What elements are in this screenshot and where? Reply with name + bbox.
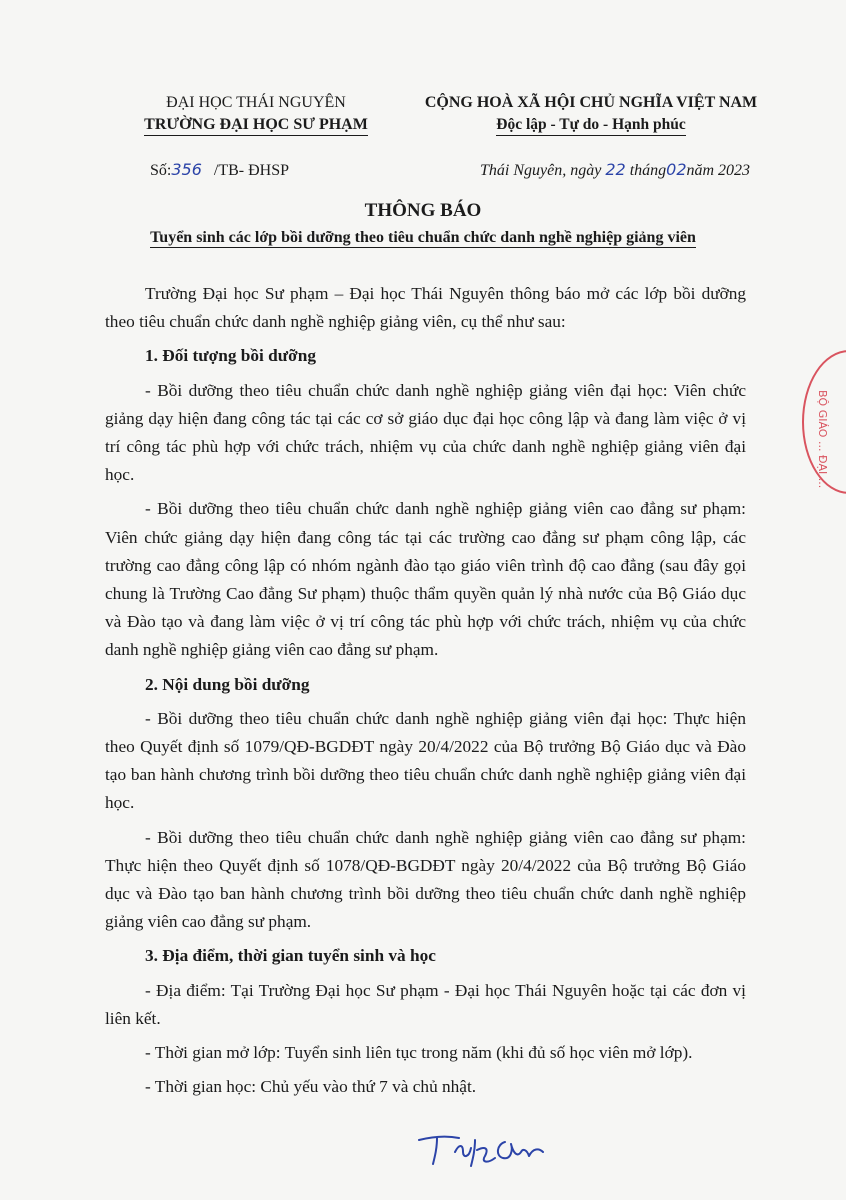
document-number: Số:356 /TB- ĐHSP (150, 160, 290, 179)
issuer-header (112, 92, 400, 136)
section-heading: 1. Đối tượng bồi dưỡng (145, 346, 316, 366)
paragraph: - Thời gian mở lớp: Tuyển sinh liên tục trong năm (khi đủ số học viên mở lớp). (145, 1043, 693, 1063)
national-header (402, 92, 780, 136)
paragraph: - Bồi dưỡng theo tiêu chuẩn chức danh nghề nghiệp giảng viên cao đẳng sư phạm: Thực hiện theo Quyết định số 1078/QĐ-BGDĐT ngày 20/4/2022 của Bộ trưởng Bộ Giáo dục và Đào tạo ban hành chương trình bồi dưỡng theo tiêu chuẩn chức danh nghề nghiệp giảng viên cao đẳng sư phạm. (105, 827, 746, 932)
paragraph: - Bồi dưỡng theo tiêu chuẩn chức danh nghề nghiệp giảng viên đại học: Thực hiện theo Quyết định số 1079/QĐ-BGDĐT ngày 20/4/2022 của Bộ trưởng Bộ Giáo dục và Đào tạo ban hành chương trình bồi dưỡng theo tiêu chuẩn chức danh nghề nghiệp giảng viên đại học. (105, 708, 746, 813)
handwritten-number: 356 (171, 160, 202, 179)
paragraph: - Địa điểm: Tại Trường Đại học Sư phạm - Đại học Thái Nguyên hoặc tại các đơn vị liên kết. (105, 980, 746, 1028)
country-name: CỘNG HOÀ XÃ HỘI CHỦ NGHĨA VIỆT NAM (424, 94, 758, 111)
section-heading: 3. Địa điểm, thời gian tuyển sinh và học (145, 946, 436, 966)
document-title: THÔNG BÁO (364, 200, 482, 221)
handwritten-signature (415, 1130, 555, 1170)
paragraph: - Bồi dưỡng theo tiêu chuẩn chức danh nghề nghiệp giảng viên cao đẳng sư phạm: Viên chức giảng dạy hiện đang công tác tại các trường cao đẳng sư phạm công lập, các trường cao đẳng công lập có nhóm ngành đào tạo giáo viên trình độ cao đẳng (sau đây gọi chung là Trường Cao đẳng Sư phạm) thuộc thẩm quyền quản lý nhà nước của Bộ Giáo dục và Đào tạo và đang làm việc ở vị trí công tác phù hợp với chức trách, nhiệm vụ của chức danh nghề nghiệp giảng viên cao đẳng sư phạm. (105, 499, 746, 660)
document-subtitle: Tuyển sinh các lớp bồi dưỡng theo tiêu chuẩn chức danh nghề nghiệp giảng viên (150, 229, 696, 246)
national-motto: Độc lập - Tự do - Hạnh phúc (402, 114, 780, 136)
university-name: ĐẠI HỌC THÁI NGUYÊN (166, 94, 346, 111)
school-name: TRƯỜNG ĐẠI HỌC SƯ PHẠM (112, 114, 400, 136)
signature-stroke (419, 1137, 543, 1166)
document-body (105, 280, 746, 1107)
paragraph: - Thời gian học: Chủ yếu vào thứ 7 và chủ nhật. (145, 1077, 477, 1097)
stamp-text: BỘ GIÁO ... ĐẠI ... (816, 390, 829, 489)
paragraph: - Bồi dưỡng theo tiêu chuẩn chức danh nghề nghiệp giảng viên đại học: Viên chức giảng dạy hiện đang công tác tại các cơ sở giáo dục đại học công lập và đang làm việc ở vị trí công tác phù hợp với chức trách, nhiệm vụ của chức danh nghề nghiệp giảng viên đại học. (105, 380, 746, 485)
intro-paragraph: Trường Đại học Sư phạm – Đại học Thái Nguyên thông báo mở các lớp bồi dưỡng theo tiêu chuẩn chức danh nghề nghiệp giảng viên, cụ thể như sau: (105, 284, 746, 332)
date-line: Thái Nguyên, ngày 22 tháng02năm 2023 (480, 160, 751, 179)
handwritten-day: 22 (605, 160, 626, 179)
section-heading: 2. Nội dung bồi dưỡng (145, 674, 310, 694)
handwritten-month: 02 (666, 160, 687, 179)
